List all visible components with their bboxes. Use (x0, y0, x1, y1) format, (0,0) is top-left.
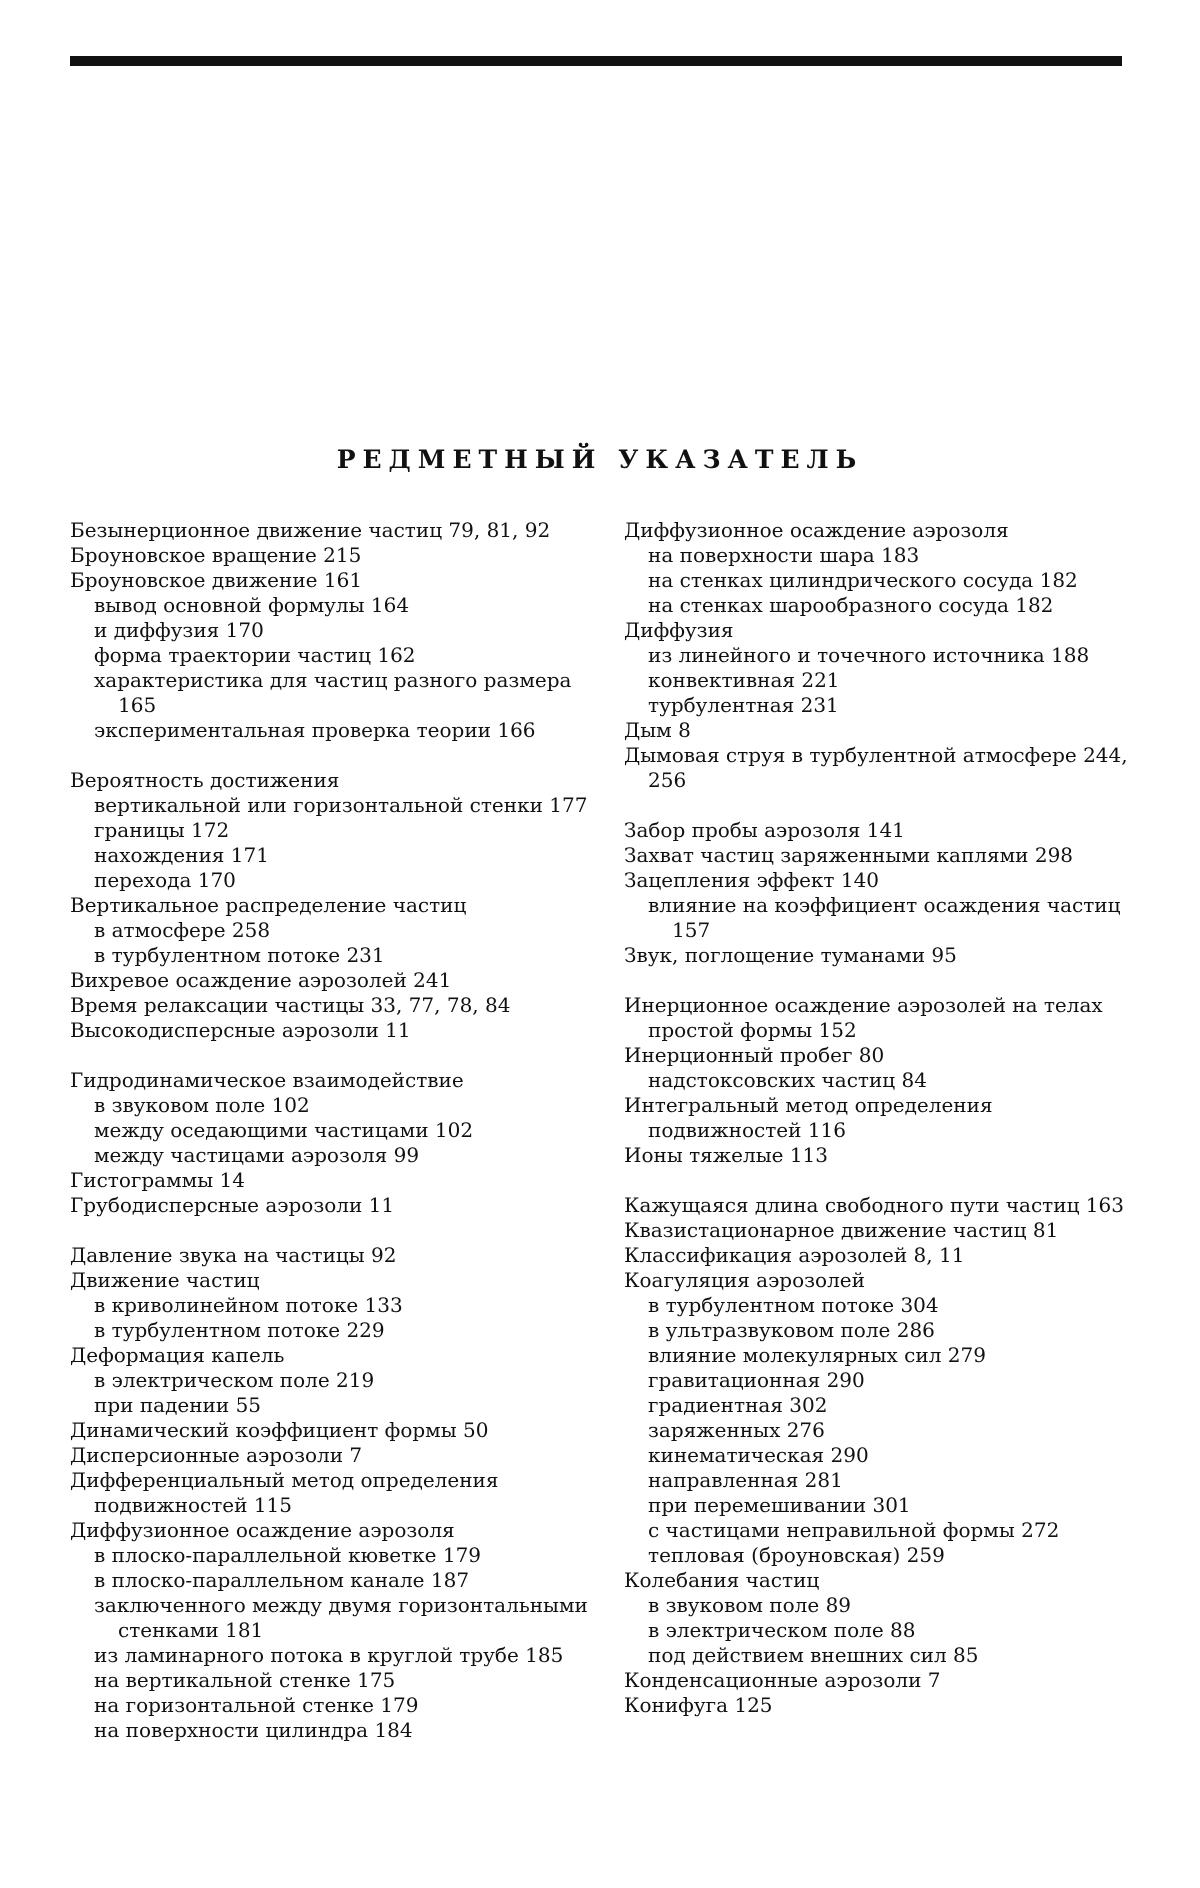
index-subentry: конвективная 221 (648, 668, 840, 692)
index-entry: Коагуляция аэрозолей (624, 1268, 865, 1292)
index-subentry: влияние молекулярных сил 279 (648, 1343, 986, 1367)
index-entry: Вихревое осаждение аэрозолей 241 (70, 968, 452, 992)
index-subentry: в турбулентном потоке 231 (94, 943, 385, 967)
index-subentry: заключенного между двумя горизонтальными стенками 181 (94, 1593, 588, 1642)
index-subentry: вывод основной формулы 164 (94, 593, 410, 617)
index-subentry: вертикальной или горизонтальной стенки 177 (94, 793, 588, 817)
index-subentry: перехода 170 (94, 868, 236, 892)
index-entry: Безынерционное движение частиц 79, 81, 92 (70, 518, 551, 542)
index-subentry: в криволинейном потоке 133 (94, 1293, 403, 1317)
index-subentry: между частицами аэрозоля 99 (94, 1143, 420, 1167)
header-rule (70, 56, 1122, 66)
index-entry: Броуновское вращение 215 (70, 543, 362, 567)
index-subentry: на поверхности шара 183 (648, 543, 920, 567)
index-subentry: характеристика для частиц разного размера 165 (94, 668, 572, 717)
index-entry: Движение частиц (70, 1268, 260, 1292)
index-entry: Дифференциальный метод определения подвижностей 115 (70, 1468, 499, 1517)
index-entry: Захват частиц заряженными каплями 298 (624, 843, 1074, 867)
index-entry: Гидродинамическое взаимодействие (70, 1068, 464, 1092)
index-subentry: градиентная 302 (648, 1393, 828, 1417)
page-title: РЕДМЕТНЫЙ УКАЗАТЕЛЬ (336, 445, 864, 474)
index-entry: Вероятность достижения (70, 768, 340, 792)
index-subentry: между оседающими частицами 102 (94, 1118, 474, 1142)
index-subentry: гравитационная 290 (648, 1368, 865, 1392)
index-subentry: в электрическом поле 219 (94, 1368, 375, 1392)
index-subentry: в звуковом поле 89 (648, 1593, 852, 1617)
index-entry: Диффузия (624, 618, 734, 642)
index-subentry: на стенках цилиндрического сосуда 182 (648, 568, 1078, 592)
index-subentry: в турбулентном потоке 304 (648, 1293, 939, 1317)
index-subentry: направленная 281 (648, 1468, 843, 1492)
index-subentry: нахождения 171 (94, 843, 269, 867)
index-subentry: на горизонтальной стенке 179 (94, 1693, 419, 1717)
index-entry: Конденсационные аэрозоли 7 (624, 1668, 941, 1692)
index-entry: Забор пробы аэрозоля 141 (624, 818, 905, 842)
index-entry: Диффузионное осаждение аэрозоля (70, 1518, 455, 1542)
index-entry: Вертикальное распределение частиц (70, 893, 467, 917)
index-entry: Инерционный пробег 80 (624, 1043, 885, 1067)
index-entry: Инерционное осаждение аэрозолей на телах простой формы 152 (624, 993, 1103, 1042)
index-subentry: турбулентная 231 (648, 693, 839, 717)
index-entry: Колебания частиц (624, 1568, 820, 1592)
index-subentry: в плоско-параллельном канале 187 (94, 1568, 470, 1592)
index-subentry: в турбулентном потоке 229 (94, 1318, 385, 1342)
index-entry: Гистограммы 14 (70, 1168, 245, 1192)
index-subentry: на стенках шарообразного сосуда 182 (648, 593, 1054, 617)
index-subentry: влияние на коэффициент осаждения частиц 157 (648, 893, 1121, 942)
index-subentry: заряженных 276 (648, 1418, 825, 1442)
index-subentry: на поверхности цилиндра 184 (94, 1718, 413, 1742)
index-entry: Давление звука на частицы 92 (70, 1243, 397, 1267)
index-entry: Дисперсионные аэрозоли 7 (70, 1443, 363, 1467)
index-entry: Звук, поглощение туманами 95 (624, 943, 957, 967)
index-subentry: тепловая (броуновская) 259 (648, 1543, 945, 1567)
index-subentry: под действием внешних сил 85 (648, 1643, 979, 1667)
index-entry: Время релаксации частицы 33, 77, 78, 84 (70, 993, 511, 1017)
index-entry: Высокодисперсные аэрозоли 11 (70, 1018, 411, 1042)
index-subentry: в ультразвуковом поле 286 (648, 1318, 935, 1342)
index-entry: Классификация аэрозолей 8, 11 (624, 1243, 965, 1267)
index-entry: Интегральный метод определения подвижностей 116 (624, 1093, 993, 1142)
index-entry: Ионы тяжелые 113 (624, 1143, 828, 1167)
index-entry: Динамический коэффициент формы 50 (70, 1418, 489, 1442)
index-entry: Дым 8 (624, 718, 691, 742)
index-subentry: в атмосфере 258 (94, 918, 271, 942)
index-entry: Деформация капель (70, 1343, 285, 1367)
index-entry: Дымовая струя в турбулентной атмосфере 244, 256 (624, 743, 1128, 792)
index-subentry: форма траектории частиц 162 (94, 643, 416, 667)
index-subentry: при перемешивании 301 (648, 1493, 911, 1517)
index-subentry: экспериментальная проверка теории 166 (94, 718, 536, 742)
index-entry: Квазистационарное движение частиц 81 (624, 1218, 1059, 1242)
index-entry: Конифуга 125 (624, 1693, 773, 1717)
index-subentry: при падении 55 (94, 1393, 262, 1417)
index-subentry: из ламинарного потока в круглой трубе 185 (94, 1643, 564, 1667)
index-column-right (624, 518, 1140, 1718)
index-subentry: в электрическом поле 88 (648, 1618, 916, 1642)
index-subentry: границы 172 (94, 818, 230, 842)
index-subentry: надстоксовских частиц 84 (648, 1068, 927, 1092)
index-subentry: и диффузия 170 (94, 618, 264, 642)
index-entry: Броуновское движение 161 (70, 568, 363, 592)
index-entry: Диффузионное осаждение аэрозоля (624, 518, 1009, 542)
index-subentry: кинематическая 290 (648, 1443, 869, 1467)
index-subentry: с частицами неправильной формы 272 (648, 1518, 1060, 1542)
index-subentry: в звуковом поле 102 (94, 1093, 310, 1117)
index-subentry: на вертикальной стенке 175 (94, 1668, 396, 1692)
index-subentry: в плоско-параллельной кюветке 179 (94, 1543, 482, 1567)
index-entry: Зацепления эффект 140 (624, 868, 880, 892)
index-column-left (70, 518, 590, 1743)
index-subentry: из линейного и точечного источника 188 (648, 643, 1090, 667)
index-entry: Кажущаяся длина свободного пути частиц 163 (624, 1193, 1124, 1217)
index-entry: Грубодисперсные аэрозоли 11 (70, 1193, 395, 1217)
